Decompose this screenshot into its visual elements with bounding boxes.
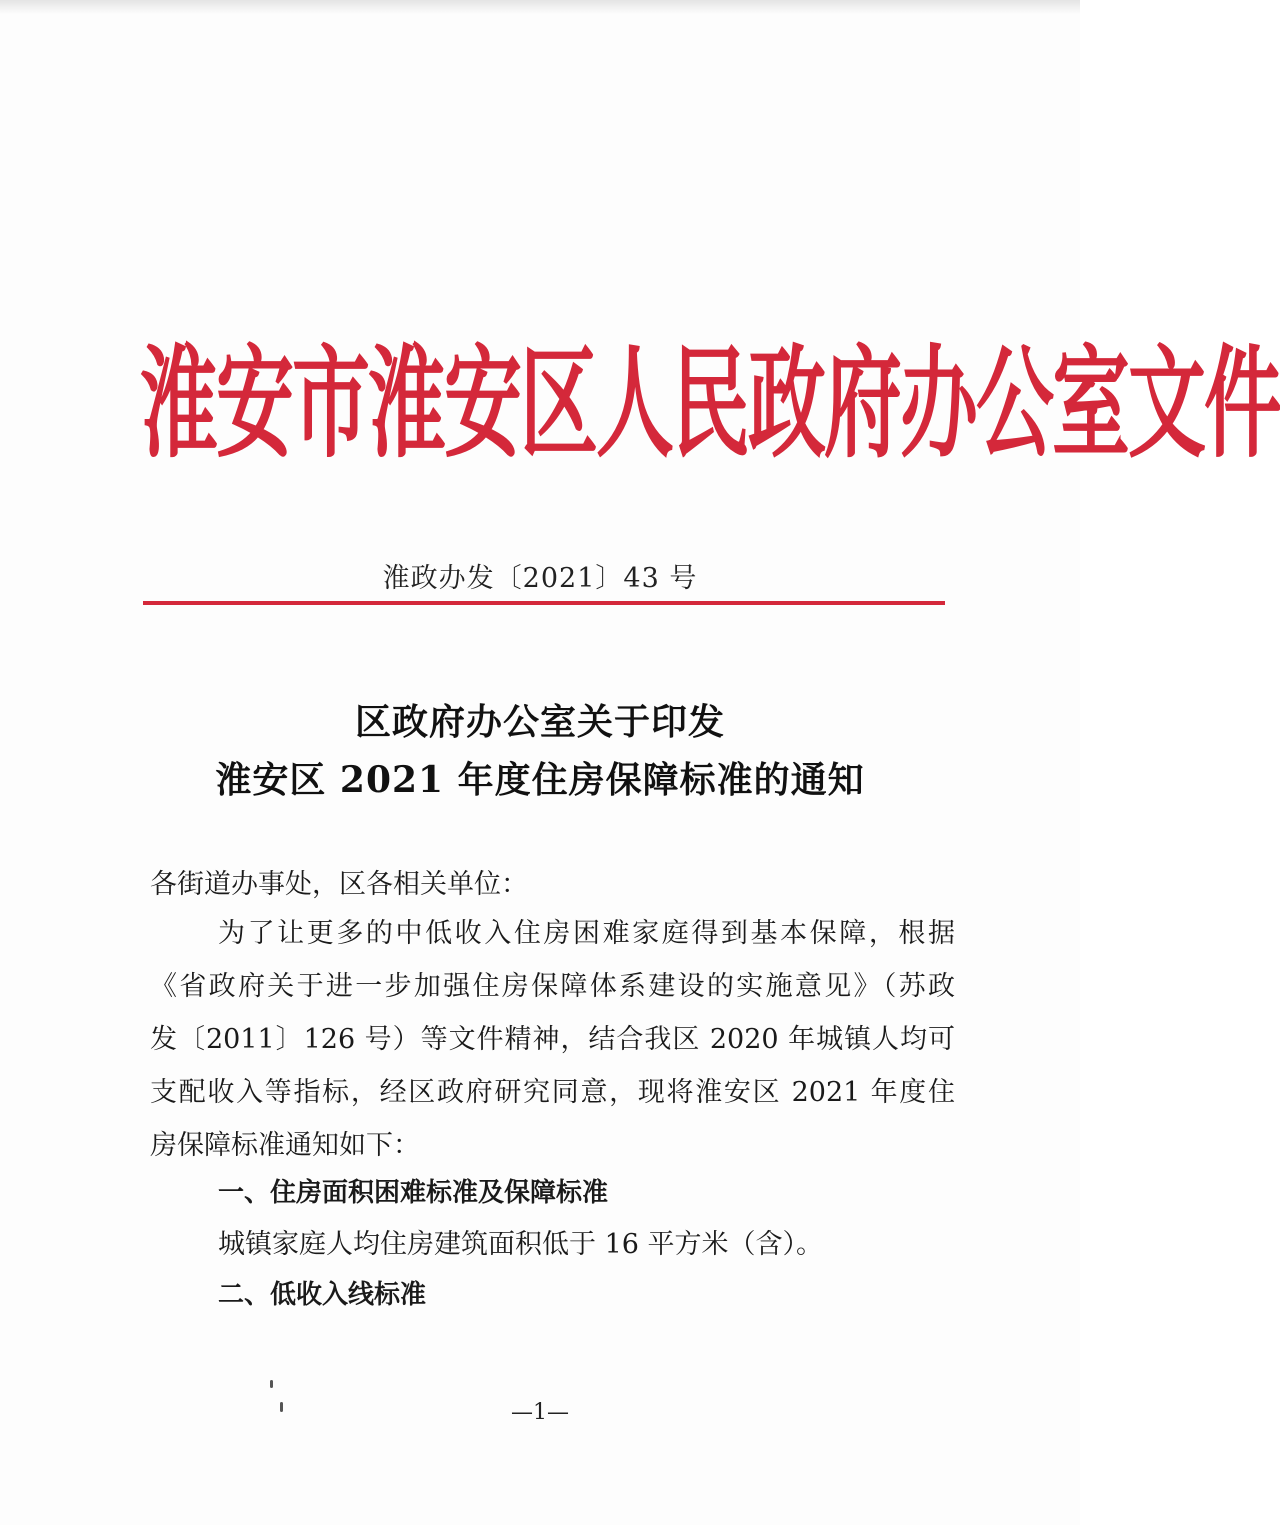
- notice-title-line-1: 区政府办公室关于印发: [354, 701, 725, 743]
- scan-edge: [0, 0, 1080, 14]
- red-divider-line: [143, 601, 945, 605]
- page-number: —1—: [511, 1400, 569, 1425]
- notice-title-line-2: 淮安区 2021 年度住房保障标准的通知: [215, 759, 865, 801]
- salutation: 各街道办事处，区各相关单位：: [150, 869, 528, 900]
- paragraph-line: 《省政府关于进一步加强住房保障体系建设的实施意见》（苏政: [150, 971, 955, 1002]
- section-2-heading: 二、低收入线标准: [218, 1280, 427, 1310]
- section-1-heading: 一、住房面积困难标准及保障标准: [218, 1178, 609, 1208]
- scan-speck: [270, 1380, 273, 1388]
- paragraph-line: 发〔2011〕126 号）等文件精神，结合我区 2020 年城镇人均可: [150, 1024, 955, 1055]
- document-number: 淮政办发〔2021〕43 号: [382, 563, 698, 594]
- issuing-authority-title: 淮安市淮安区人民政府办公室文件: [140, 333, 1280, 475]
- paragraph-line: 为了让更多的中低收入住房困难家庭得到基本保障，根据: [218, 918, 955, 949]
- paragraph-line: 房保障标准通知如下：: [150, 1130, 420, 1161]
- section-1-text: 城镇家庭人均住房建筑面积低于 16 平方米（含）。: [218, 1229, 824, 1260]
- paragraph-line: 支配收入等指标，经区政府研究同意，现将淮安区 2021 年度住: [150, 1077, 955, 1108]
